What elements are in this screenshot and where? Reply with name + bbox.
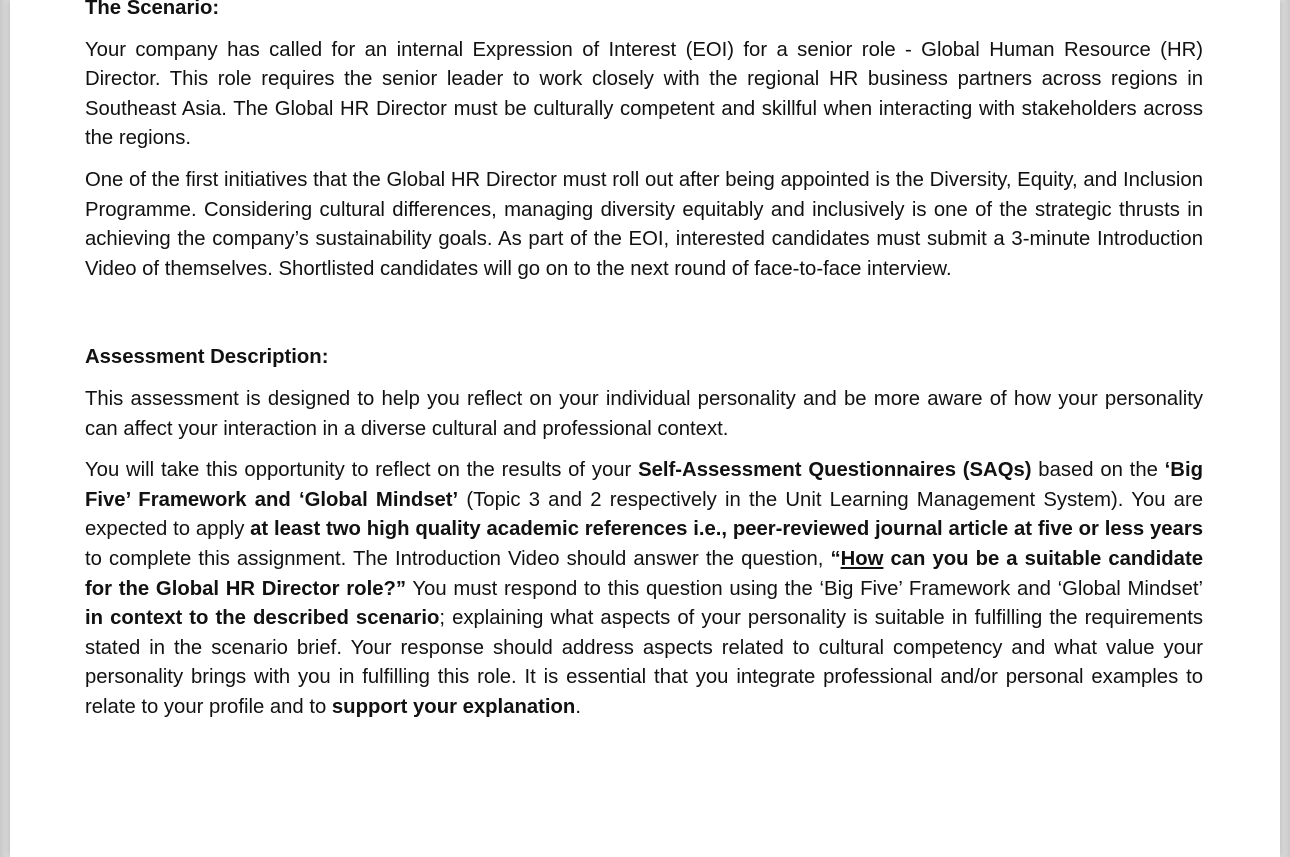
bold-run: at least two high quality academic references i.e., peer-reviewed journal article at five or less years (250, 518, 1203, 541)
scenario-heading: The Scenario: (85, 0, 220, 19)
text-run: ; explaining what aspects of your personality is suitable in fulfilling the requirements stated in the scenario brief. Your response should address aspects related to cultural competency and what value your personality brings with you in fulfilling this role. It is essential that you integrate professional and/or personal examples to relate to your profile and to (85, 607, 1204, 718)
scenario-paragraph-2: One of the first initiatives that the Global HR Director must roll out after being appointed is the Diversity, Equity, and Inclusion Programme. Considering cultural differences, managing diversity equitably and inclusively is one of the strategic thrusts in achieving the company’s sustainability goals. As part of the EOI, interested candidates must submit a 3-minute Introduction Video of themselves. Shortlisted candidates will go on to the next round of face-to-face interview. (85, 168, 1203, 280)
underlined-run: How (840, 547, 884, 570)
scenario-paragraph-1: Your company has called for an internal Expression of Interest (EOI) for a senior role - Global Human Resource (HR) Director. This role requires the senior leader to work closely with the regional HR business partners across regions in Southeast Asia. The Global HR Director must be culturally competent and skillful when interacting with stakeholders across the regions. (85, 38, 1203, 150)
bold-run (841, 548, 884, 570)
text-run: You must respond to this question using the ‘Big Five’ Framework and ‘Global Mindset’ (406, 577, 1203, 600)
bold-run: ‘Big Five’ Framework and ‘Global Mindset’ (85, 459, 1203, 511)
text-run: (Topic 3 and 2 respectively in the Unit Learning Management System). You are expected to apply (85, 488, 1203, 541)
text-run: to complete this assignment. The Introduction Video should answer the question, (85, 547, 831, 570)
text-run: You will take this opportunity to reflect on the results of your (85, 459, 639, 482)
text-run: based on the (1031, 459, 1165, 482)
assessment-paragraph-2 (85, 456, 1203, 722)
bold-run: can you be a suitable candidate for the Global HR Director role?” (85, 547, 1203, 600)
bold-run: in context to the described scenario (85, 607, 440, 630)
assessment-paragraph-1: This assessment is designed to help you reflect on your individual personality and be more aware of how your personality can affect your interaction in a diverse cultural and professional context. (85, 387, 1203, 440)
bold-run: support your explanation (331, 695, 576, 718)
bold-run: Self-Assessment Questionnaires (SAQs) (638, 459, 1032, 482)
assessment-heading: Assessment Description: (85, 346, 329, 369)
bold-run: “ (830, 547, 841, 570)
page-content (85, 0, 1203, 722)
text-run: . (575, 695, 581, 718)
document-page (10, 0, 1280, 857)
